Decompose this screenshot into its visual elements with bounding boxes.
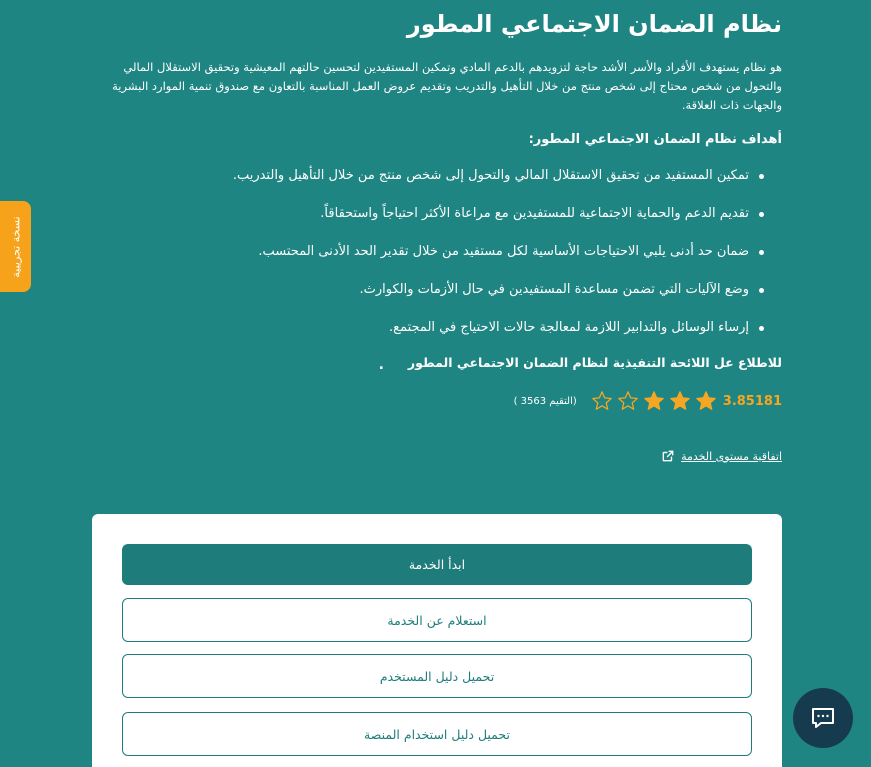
- external-link-icon: [661, 449, 675, 463]
- chat-icon: [809, 704, 837, 732]
- page-title: نظام الضمان الاجتماعي المطور: [406, 10, 782, 38]
- star-empty-icon: [617, 390, 639, 412]
- rating-stars: [587, 390, 717, 412]
- inquiry-button[interactable]: استعلام عن الخدمة: [122, 598, 752, 642]
- goal-text: ضمان حد أدنى يلبي الاحتياجات الأساسية لكل مستفيد من خلال تقدير الحد الأدنى المحتسب.: [258, 244, 749, 259]
- rating-count: (التقيم 3563 ): [513, 395, 577, 407]
- bullet-icon: [759, 250, 764, 255]
- goal-text: تمكين المستفيد من تحقيق الاستقلال المالي والتحول إلى شخص منتج من خلال التأهيل والتدريب.: [232, 168, 749, 183]
- goal-item: [233, 201, 764, 239]
- actions-card: [92, 514, 782, 767]
- download-user-guide-button[interactable]: تحميل دليل المستخدم: [122, 654, 752, 698]
- goal-text: إرساء الوسائل والتدابير اللازمة لمعالجة حالات الاحتياج في المجتمع.: [389, 320, 749, 335]
- goals-list: [233, 163, 764, 353]
- sla-link[interactable]: [661, 449, 782, 463]
- star-filled-icon: [643, 390, 665, 412]
- sla-link-label: اتفاقية مستوى الخدمة: [681, 449, 782, 463]
- goal-item: [233, 239, 764, 277]
- rating-value: 3.85181: [722, 393, 782, 409]
- regulations-link[interactable]: للاطلاع عل اللائحة التنفيذية لنظام الضمان الاجتماعي المطور: [407, 355, 782, 370]
- goals-heading: أهداف نظام الضمان الاجتماعي المطور:: [528, 132, 782, 147]
- service-description: هو نظام يستهدف الأفراد والأسر الأشد حاجة لتزويدهم بالدعم المادي وتمكين المستفيدين لتحسين حالتهم المعيشية وتحقيق الاستقلال المالي والتحول من شخص محتاج إلى شخص منتج من خلال التأهيل والتدريب وتقديم عروض العمل المناسبة بالتعاون مع صندوق تنمية الموارد البشرية والجهات ذات العلاقة.: [112, 60, 782, 112]
- star-filled-icon: [695, 390, 717, 412]
- star-filled-icon: [669, 390, 691, 412]
- bullet-icon: [759, 212, 764, 217]
- download-platform-guide-button[interactable]: تحميل دليل استخدام المنصة: [122, 712, 752, 756]
- regulations-dot: .: [378, 357, 384, 373]
- service-rating: [514, 390, 782, 412]
- bullet-icon: [759, 288, 764, 293]
- star-empty-icon: [591, 390, 613, 412]
- goal-item: [233, 163, 764, 201]
- chat-button[interactable]: [793, 688, 853, 748]
- goal-item: [233, 277, 764, 315]
- beta-tab[interactable]: [0, 201, 31, 292]
- goal-text: وضع الآليات التي تضمن مساعدة المستفيدين في حال الأزمات والكوارث.: [359, 282, 749, 297]
- bullet-icon: [759, 174, 764, 179]
- start-service-button[interactable]: ابدأ الخدمة: [122, 544, 752, 585]
- bullet-icon: [759, 326, 764, 331]
- beta-tab-label: نسخة تجريبية: [9, 215, 22, 278]
- goal-text: تقديم الدعم والحماية الاجتماعية للمستفيدين مع مراعاة الأكثر احتياجاً واستحقاقاً.: [320, 206, 749, 221]
- goal-item: [233, 315, 764, 353]
